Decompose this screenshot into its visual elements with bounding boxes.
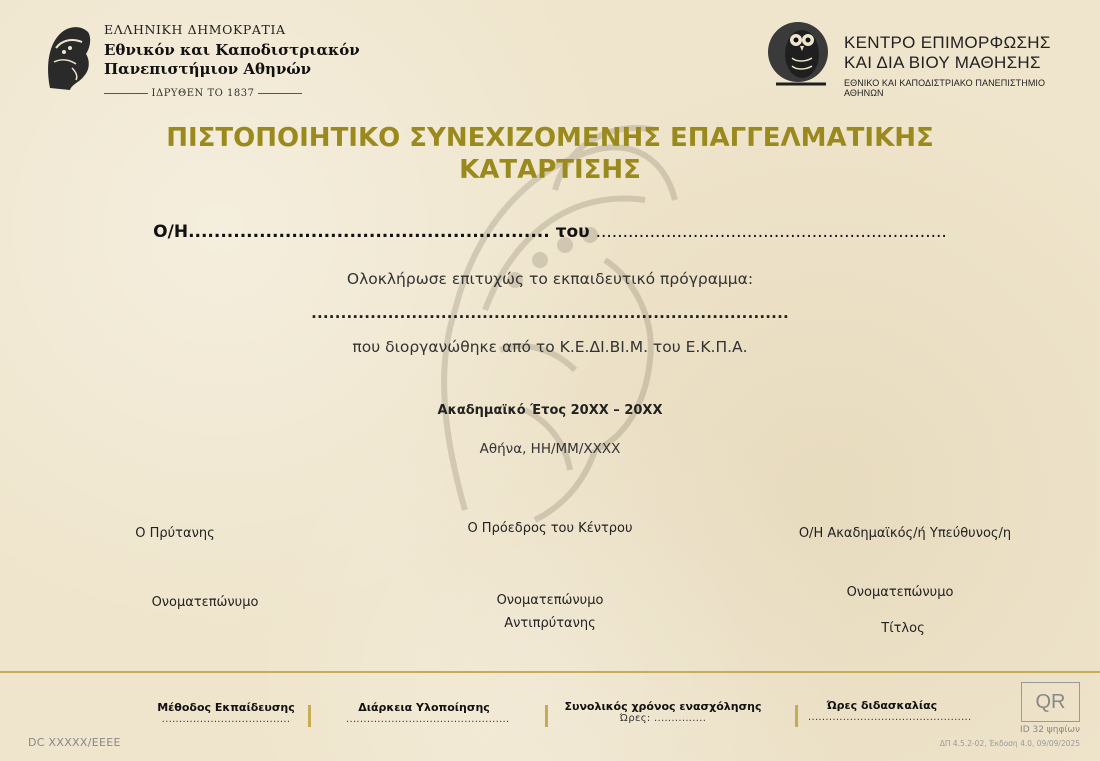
president-role: Ο Πρόεδρος του Κέντρου bbox=[467, 521, 633, 536]
university-name-line1: Εθνικόν και Καποδιστριακόν bbox=[104, 41, 360, 59]
kedivim-line1: ΚΕΝΤΡΟ ΕΠΙΜΟΡΦΩΣΗΣ bbox=[844, 33, 1051, 52]
teaching-value: ............................................... bbox=[808, 712, 972, 723]
completed-text: Ολοκλήρωσε επιτυχώς το εκπαιδευτικό πρόγραμμα: bbox=[346, 270, 754, 288]
president-name: Ονοματεπώνυμο bbox=[496, 593, 604, 608]
place-date: Αθήνα, ΗΗ/ΜΜ/ΧΧΧΧ bbox=[479, 441, 621, 457]
recipient-connector: του bbox=[549, 222, 596, 242]
program-name-dots: ................................................................................. bbox=[311, 304, 789, 322]
footer-teaching bbox=[808, 699, 972, 723]
recipient-name-dots: ........................................................ bbox=[188, 222, 550, 242]
founded-rule-right bbox=[258, 93, 302, 94]
kedivim-line2: ΚΑΙ ΔΙΑ ΒΙΟΥ ΜΑΘΗΣΗΣ bbox=[844, 53, 1041, 72]
footer-engagement bbox=[560, 700, 766, 724]
recipient-father-dots: ................................................................. bbox=[595, 222, 947, 242]
kedivim-name bbox=[844, 33, 1084, 98]
recipient-prefix: Ο/Η bbox=[153, 222, 189, 242]
document-reference: ΔΠ 4.5.2-02, Έκδοση 4.0, 09/09/2025 bbox=[939, 739, 1080, 748]
rector-role: Ο Πρύτανης bbox=[135, 526, 215, 541]
footer-method bbox=[150, 701, 302, 725]
certificate-title-line1: ΠΙΣΤΟΠΟΙΗΤΙΚΟ ΣΥΝΕΧΙΖΟΜΕΝΗΣ ΕΠΑΓΓΕΛΜΑΤΙΚΗΣ bbox=[166, 123, 934, 153]
certificate-title bbox=[150, 122, 950, 186]
founded-text: ΙΔΡΥΘΕΝ ΤΟ 1837 bbox=[151, 88, 255, 99]
owl-logo bbox=[766, 18, 830, 92]
method-value: ..................................... bbox=[161, 714, 291, 725]
footer-separator-1 bbox=[308, 705, 311, 727]
kedivim-line3: ΕΘΝΙΚΟ ΚΑΙ ΚΑΠΟΔΙΣΤΡΙΑΚΟ ΠΑΝΕΠΙΣΤΗΜΙΟ ΑΘΗΝΩΝ bbox=[844, 78, 1046, 98]
duration-label: Διάρκεια Υλοποίησης bbox=[358, 701, 490, 714]
organizer-text: που διοργανώθηκε από το Κ.Ε.ΔΙ.ΒΙ.Μ. του Ε.Κ.Π.Α. bbox=[352, 338, 748, 356]
footer-separator-2 bbox=[545, 705, 548, 727]
footer-separator-3 bbox=[795, 705, 798, 727]
academic-title: Τίτλος bbox=[881, 621, 925, 636]
engagement-value: Ώρες: ............... bbox=[619, 713, 707, 724]
footer-duration bbox=[346, 701, 510, 725]
republic-label: ΕΛΛΗΝΙΚΗ ΔΗΜΟΚΡΑΤΙΑ bbox=[104, 22, 286, 37]
university-name-line2: Πανεπιστήμιον Αθηνών bbox=[104, 60, 312, 78]
athena-logo bbox=[42, 18, 94, 94]
president-title: Αντιπρύτανης bbox=[504, 616, 596, 631]
engagement-label: Συνολικός χρόνος ενασχόλησης bbox=[564, 700, 762, 713]
method-label: Μέθοδος Εκπαίδευσης bbox=[157, 701, 295, 714]
certificate-title-line2: ΚΑΤΑΡΤΙΣΗΣ bbox=[459, 155, 641, 185]
rector-name: Ονοματεπώνυμο bbox=[151, 595, 259, 610]
founded-rule-left bbox=[104, 93, 148, 94]
qr-code-placeholder: QR bbox=[1021, 682, 1080, 722]
recipient-line bbox=[150, 222, 950, 242]
duration-value: ............................................... bbox=[346, 714, 510, 725]
teaching-label: Ώρες διδασκαλίας bbox=[826, 699, 938, 712]
academic-role: Ο/Η Ακαδημαϊκός/ή Υπεύθυνος/η bbox=[798, 526, 1012, 541]
footer-divider bbox=[0, 671, 1100, 673]
founded-label bbox=[104, 88, 302, 99]
academic-year: Ακαδημαϊκό Έτος 20ΧΧ – 20ΧΧ bbox=[437, 403, 663, 418]
university-name bbox=[104, 22, 364, 78]
qr-id-label: ID 32 ψηφίων bbox=[1020, 725, 1080, 735]
academic-name: Ονοματεπώνυμο bbox=[846, 585, 954, 600]
dc-code: DC XXXXX/EEEE bbox=[28, 736, 121, 749]
